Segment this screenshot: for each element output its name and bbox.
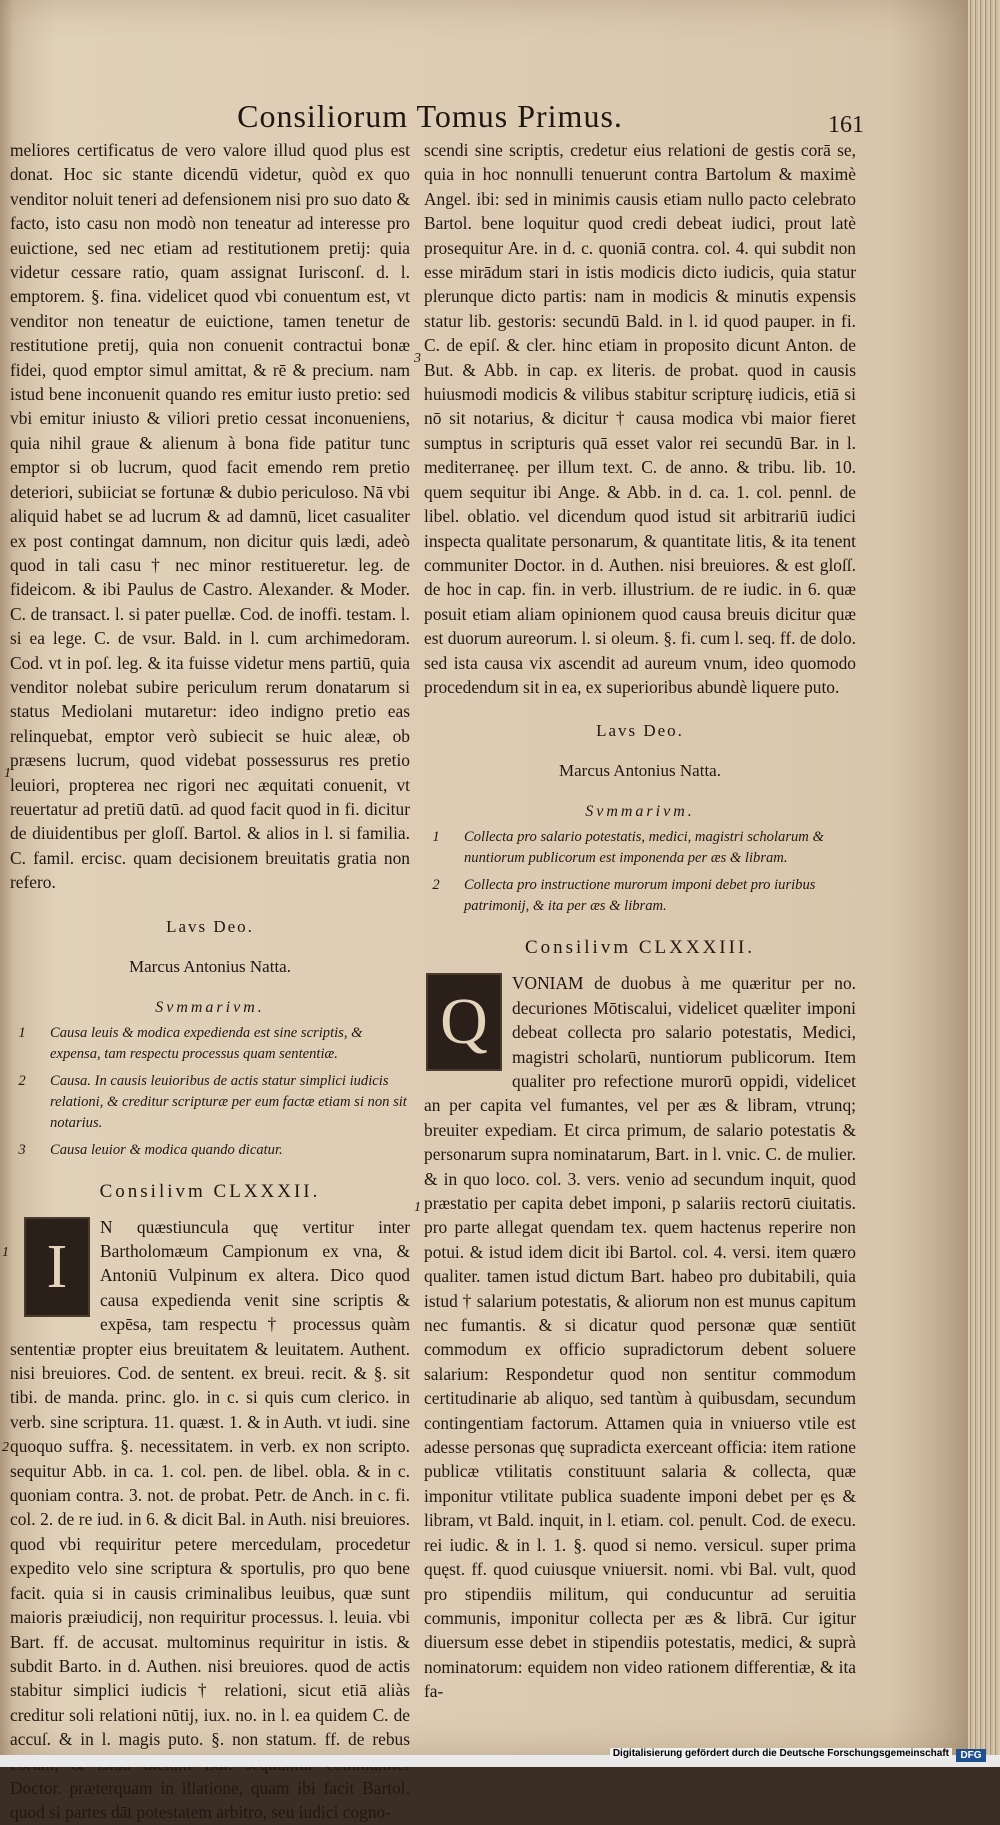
author: Marcus Antonius Natta.: [559, 761, 721, 781]
summarium-number: 1: [18, 1024, 26, 1041]
margin-note: 1: [4, 766, 11, 781]
summarium-item: [10, 1140, 410, 1161]
page-number: 161: [828, 112, 864, 138]
consilium-heading: Consilivm CLXXXIII.: [524, 937, 756, 959]
running-title: Consiliorum Tomus Primus.: [237, 98, 623, 134]
summarium-text: Causa leuis & modica expedienda est sine scriptis, & expensa, tam respectu processus quam sententiæ.: [50, 1024, 363, 1062]
book-fore-edge: [968, 0, 1000, 1767]
consilium-body: [2, 1215, 410, 1825]
margin-note: 1: [414, 1200, 421, 1215]
summarium-number: 2: [432, 877, 440, 894]
margin-note: 3: [414, 351, 421, 366]
dfg-logo: DFG: [956, 1749, 986, 1762]
paragraph: N quæstiuncula quę vertitur inter Bartholomæum Campionum ex vna, & Antoniū Vulpinum ex altera. Dico quod causa expedienda venit sine scriptis & expēsa, tam respectu † processus quàm sententiæ propter eius breuitatem & leuitatem. Authent. nisi breuiores. Cod. de sentent. ex breui. recit. & §. sit tibi. de manda. princ. glo. in c. si quis cum clerico. in verb. sine scriptura. 11. quæst. 1. & in Auth. vt iudi. sine quoquo suffra. §. necessitatem. in verb. ex non scripto. sequitur Abb. in ca. 1. col. pen. de libel. obla. & in c. quoniam contra. 3. not. de probat. Petr. de Anch. in c. fi. col. 2. de re iud. in 6. & dicit Bal. in Auth. nisi breuiores. quod vbi requiritur petere mercedulam, procedetur expedito velo sine scriptura & sportulis, pro quo bene facit. quia si in causis criminalibus leuibus, quæ sunt maioris præiudicij, non requiritur processus. l. leuia. vbi Bart. ff. de accusat. multominus requiritur in istis. & subdit Barto. in d. Authen. nisi breuiores. quod de actis stabitur simplici iudicis † relationi, sicut etiā aliàs creditur soli relationi nūtij, iux. no. in l. ea quidem C. de accuſ. & in l. magis puto. §. non statum. ff. de rebus Doctor. præterquam in illatione, quam ibi facit Bartol. quod si partes dāt potestatem arbitro, seu iudici cogno-: [10, 1216, 410, 1823]
summarium-text: Causa. In causis leuioribus de actis statur simplici iudicis relationi, & creditur scripturæ per eum factæ etiam si non sit notarius.: [50, 1072, 407, 1131]
paragraph: scendi sine scriptis, credetur eius relationi de gestis corā se, quia in hoc nonnulli tenuerunt contra Bartolum & maximè Angel. ibi: sed in minimis causis etiam nullo pacto celebrato Bartol. bene loquitur quod credi debeat iudici, prout latè prosequitur Are. in d. c. quoniā contra. col. 4. qui subdit non esse mirādum stari in istis modicis dicto iudicis, quia statur plerunque dicto partis: nam in modicis & minutis expensis statur lib. gestoris: secundū Bald. in l. id quod pauper. in fi. C. de epiſ. & cler. hinc etiam in proposito dicunt Anton. de But. & Abb. in cap. ex literis. de probat. quod in causis huiusmodi modicis & vilibus stabitur scripturę iudicis, etiā si nō sit notarius, & dicitur † causa modica vbi maior fieret sumptus in scripturis quā esset valor rei secundū Bar. in l. mediterraneę. per illum text. C. de anno. & tribu. lib. 10. quem sequitur ibi Ange. & Abb. in d. ca. 1. col. pennl. de libel. oblatio. vel dicendum quod istud sit arbitrariū iudici inspecta qualitate personarum, & quantitate litis, & ita tenent communiter Doctor. in d. Authen. nisi breuiores. & est gloſſ. de hoc in cap. fin. in verb. illustrium. de re iudic. in 6. quæ posuit etiam aliam opinionem quod causa breuis dicitur quæ est duorum aureorum. l. si oleum. §. fi. cum l. seq. ff. de dolo. sed ista causa vix ascendit ad aureum vnum, ideo quomodo procedendum sit in ea, ex superioribus abundè liquere puto.: [424, 140, 856, 697]
consilium-heading: Consilivm CLXXXII.: [99, 1180, 321, 1202]
summarium-heading: Svmmarivm.: [585, 803, 695, 821]
digitization-credit: Digitalisierung gefördert durch die Deutsche Forschungsgemeinschaft: [610, 1748, 952, 1759]
summarium-text: Collecta pro instructione murorum imponi debet pro iuribus patrimonij, & ita per æs & libram.: [464, 877, 816, 915]
margin-note: 2: [2, 1440, 9, 1455]
paragraph: VONIAM de duobus à me quæritur per no. decuriones Mōtiscalui, videlicet quæliter imponi debeat collecta pro salario potestatis, Medici, magistri scholarū, nuntiorum publicorum. Item qualiter pro refectione murorū oppidi, videlicet an per capita vel fumantes, vel per æs & libram, vtrunq; breuiter expediam. Et circa primum, de salario potestatis & personarum supra nominatarum, Bart. in l. vnic. C. de mulier. & in quo loco. col. 3. vers. venio ad secundum inquit, quod præstatio per capita debet imponi, p salariis rectorū ciuitatis. pro parte allegat quendam tex. quem hactenus reperire non potui. & istud idem dicit ibi Bartol. col. 4. versi. item quæro qualiter. tamen istud dictum Bart. habeo pro dubitabili, quia istud † salarium potestatis, & aliorum non est munus capitum nec fumantis. & si dicatur quod personæ quæ sentiūt commodum ex officio supradictorum debent soluere salarium: Respondetur quod non sentitur commodum certitudinarie ab aliquo, sed tantùm à quibusdam, secundum contingentiam factorum. Attamen quia in vniuerso vtile est adesse personas quę supradicta exerceant officia: item ratione publicæ vtilitatis constituunt salaria & collecta, quæ imponitur vtilitate publica suadente imponi debet per ęs & libram, vt Bald. inquit, in l. etiam. col. penult. Cod. de execu. rei iudic. & in l. 1. §. quod si nemo. versicul. super prima quęst. ff. quod cuiusque vniuersit. nomi. vbi Bal. vult, quod pro stipendiis militum, qui conducuntur ad seruitia communis, imponitur collecta per æs & librā. Cur igitur diuersum esse debet in stipendiis potestatis, medici, & suprà nominatorum: equidem non video rationem differentiæ, & ita fa-: [424, 973, 856, 1702]
decorated-initial: Q: [426, 973, 502, 1071]
summarium-item: [10, 1071, 410, 1134]
summarium-text: Causa leuior & modica quando dicatur.: [50, 1141, 283, 1158]
consilium-body: [414, 971, 856, 1703]
left-column: [2, 138, 410, 1825]
summarium-number: 1: [432, 829, 440, 846]
summarium-text: Collecta pro salario potestatis, medici, magistri scholarum & nuntiorum publicorum est imponenda per æs & libram.: [464, 829, 824, 867]
paragraph: meliores certificatus de vero valore illud quod plus est donat. Hoc sic stante dicendū videtur, quòd ex quo venditor noluit teneri ad defensionem nisi pro suo dato & facto, isto casu non modò non teneatur ad interesse pro euictione, sed nec etiam ad restitutionem pretij: quia videtur cessare ratio, quam assignat Iurisconſ. d. l. emptorem. §. fina. videlicet quod vbi conuentum est, vt venditor non teneatur de euictione, tamen tenetur de restitutione pretij, quia non conuenit contractui bonæ fidei, quod emptor simul amittat, & rē & precium. nam istud bene inconuenit quando res emitur iusto pretio: sed vbi emitur iniusto & viliori pretio cessat inconueniens, quia nihil graue & alienum à bona fide patitur tunc emptor si ob lucrum, quod facit emendo rem pretio deteriori, subiiciat se fortunæ & dubio periculoso. Nā vbi aliquid habet se ad lucrum & ad damnū, licet casualiter ex post contingat damnum, non dicitur quis lædi, adeò quod in tali casu † nec minor restitueretur. leg. de fideicom. & ibi Paulus de Castro. Alexander. & Moder. C. de transact. l. si pater puellæ. Cod. de inoffi. testam. l. si ea lege. C. de vsur. Bald. in l. cum archimedoram. Cod. vt in poſ. leg. & ita fuisse videtur mens partiū, quia venditor nolebat subire periculum rerum donatarum si status Mediolani mutaretur: ideo indigno pretio eas relinquebat, emptor verò subiecit se huic aleæ, ob præsens lucrum, quod videbat possessurus res pretio leuiori, propterea nec rigori nec æquitati conuenit, vt reuertatur ad pretiū datū. ad quod facit quod in fi. dicitur de diuidentibus per gloſſ. Bartol. & alios in l. si familia. C. famil. ercisc. quam decisionem breuitatis gratia non refero.: [10, 140, 410, 893]
summarium-heading: Svmmarivm.: [155, 998, 265, 1016]
summarium-item: [424, 875, 856, 917]
decorated-initial: I: [24, 1217, 90, 1317]
right-column: [414, 138, 856, 1704]
laus-deo: Lavs Deo.: [166, 916, 254, 936]
laus-deo: Lavs Deo.: [596, 721, 684, 741]
summarium-item: [10, 1023, 410, 1065]
summarium-number: 2: [18, 1072, 26, 1089]
author: Marcus Antonius Natta.: [129, 956, 291, 976]
summarium-number: 3: [18, 1141, 26, 1158]
summarium-item: [424, 827, 856, 869]
margin-note: 1: [2, 1245, 9, 1260]
